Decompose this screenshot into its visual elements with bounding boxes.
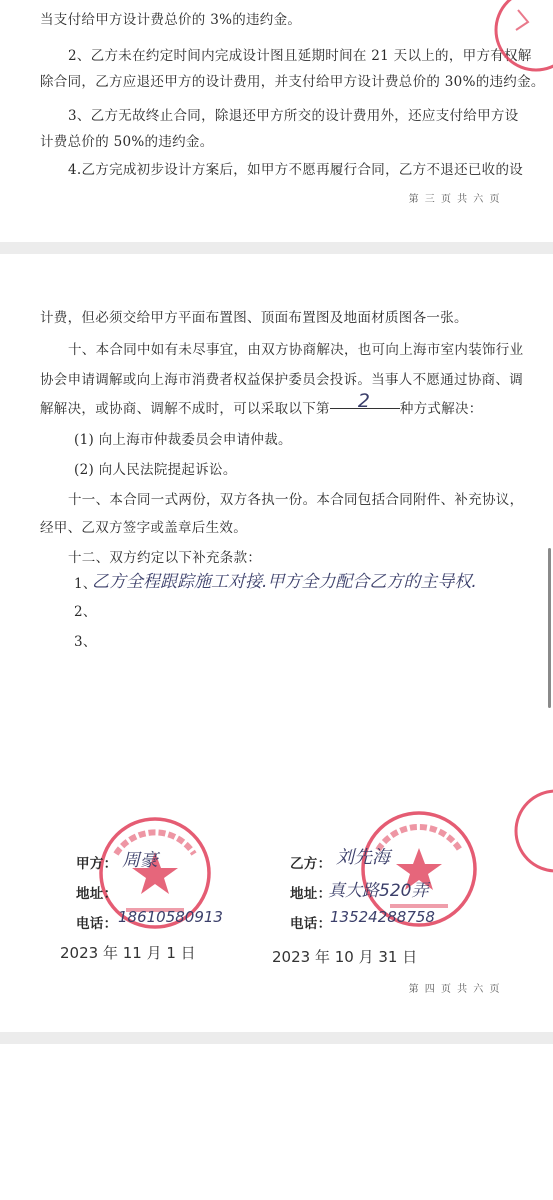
- party-b-address-label: 地址：: [290, 886, 332, 902]
- page-footer: 第 四 页 共 六 页: [408, 984, 501, 995]
- party-b-label: 乙方：: [290, 856, 332, 872]
- text-line: 经甲、乙双方签字或盖章后生效。: [40, 520, 247, 536]
- method-blank: [330, 390, 400, 412]
- page-footer: 第 三 页 共 六 页: [408, 194, 501, 205]
- partial-seal-right: [512, 786, 553, 876]
- page-4: [0, 254, 553, 1032]
- text-fragment: 种方式解决：: [399, 401, 483, 417]
- text-line: 2、乙方未在约定时间内完成设计图且延期时间在 21 天以上的，甲方有权解: [68, 48, 532, 64]
- text-line: 计费总价的 50%的违约金。: [40, 134, 214, 150]
- scrollbar[interactable]: [548, 548, 551, 708]
- text-line: 除合同，乙方应退还甲方的设计费用，并支付给甲方设计费总价的 30%的违约金。: [40, 74, 545, 90]
- company-seal-partial: [488, 0, 553, 85]
- party-a-label: 甲方：: [76, 856, 118, 872]
- clause-1-number: 1、: [74, 576, 97, 592]
- clause-2-number: 2、: [74, 604, 97, 620]
- clause-3-number: 3、: [74, 634, 97, 650]
- party-b-signature: 刘先海: [336, 847, 390, 868]
- text-line: 计费，但必须交给甲方平面布置图、顶面布置图及地面材质图各一张。: [40, 310, 468, 326]
- party-b-address: 真大路520弄: [328, 881, 429, 901]
- text-line: 当支付给甲方设计费总价的 3%的违约金。: [40, 12, 302, 28]
- party-a-address-label: 地址：: [76, 886, 118, 902]
- page-3: [0, 0, 553, 242]
- page-5: [0, 1044, 553, 1200]
- text-line: 3、乙方无故终止合同，除退还甲方所交的设计费用外，还应支付给甲方设: [68, 108, 519, 124]
- party-a-signature: 周豪: [122, 850, 158, 871]
- text-line: 协会申请调解或向上海市消费者权益保护委员会投诉。当事人不愿通过协商、调: [40, 372, 523, 388]
- text-line: (1) 向上海市仲裁委员会申请仲裁。: [74, 432, 292, 448]
- handwritten-clause-1: 乙方全程跟踪施工对接.甲方全力配合乙方的主导权.: [92, 572, 477, 592]
- handwritten-method: 2: [357, 390, 371, 412]
- text-line: 十、本合同中如有未尽事宜，由双方协商解决，也可向上海市室内装饰行业: [68, 342, 524, 358]
- text-line: 十一、本合同一式两份，双方各执一份。本合同包括合同附件、补充协议，: [68, 492, 524, 508]
- party-b-date: 2023 年 10 月 31 日: [272, 948, 418, 966]
- text-line: (2) 向人民法院提起诉讼。: [74, 462, 237, 478]
- text-fragment: 解解决，或协商、调解不成时，可以采取以下第: [40, 401, 330, 417]
- text-line: 4.乙方完成初步设计方案后，如甲方不愿再履行合同，乙方不退还已收的设: [68, 162, 524, 178]
- party-a-phone-label: 电话：: [76, 916, 118, 932]
- party-b-phone-label: 电话：: [290, 916, 332, 932]
- dispute-method-line: [40, 390, 483, 417]
- party-b-phone: 13524288758: [330, 908, 435, 926]
- text-line: 十二、双方约定以下补充条款：: [68, 550, 262, 566]
- party-a-phone: 18610580913: [118, 908, 223, 926]
- party-a-date: 2023 年 11 月 1 日: [60, 944, 196, 962]
